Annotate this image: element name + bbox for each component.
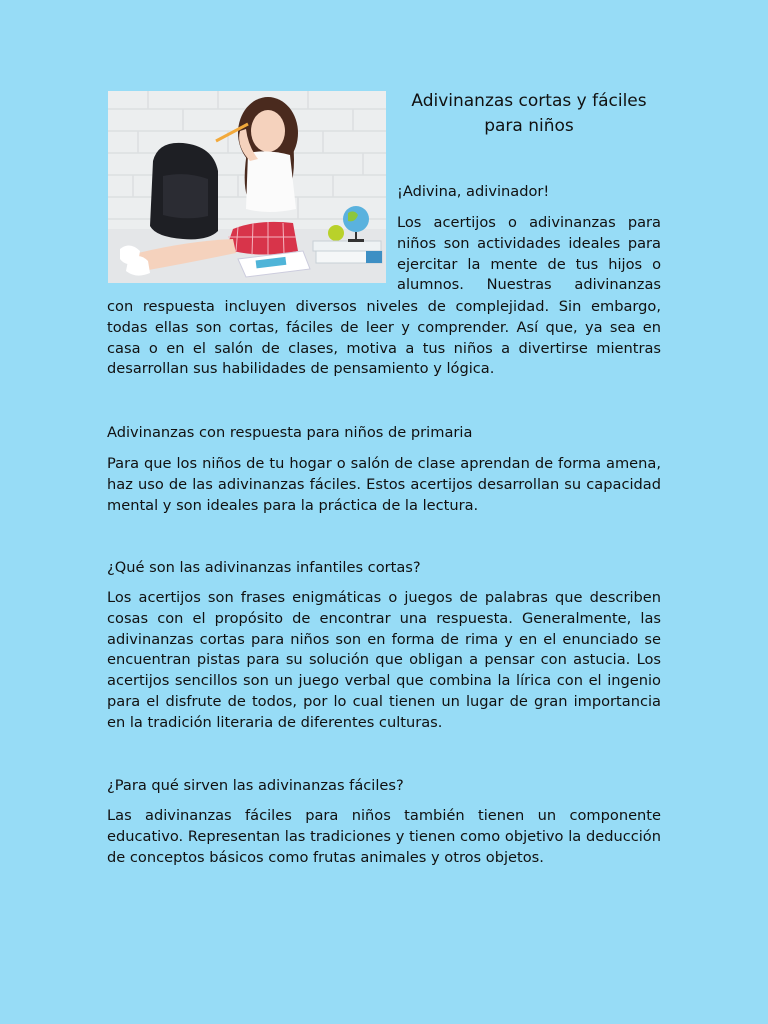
intro-line: Los acertijos o adivinanzas para xyxy=(397,214,661,231)
greeting-line: ¡Adivina, adivinador! xyxy=(397,183,550,200)
intro-line: ejercitar la mente de tus hijos o xyxy=(397,255,661,273)
section-heading: ¿Qué son las adivinanzas infantiles cortas? xyxy=(107,559,421,576)
intro-side-paragraph xyxy=(397,213,661,296)
article-title: Adivinanzas cortas y fáciles para niños xyxy=(411,91,647,136)
intro-paragraph: con respuesta incluyen diversos niveles de complejidad. Sin embargo, todas ellas son cortas, fáciles de leer y comprender. Así que, ya sea en casa o en el salón de clases, motiva a tus niños a divertirse mientras desarrollan sus habilidades de pensamiento y lógica. xyxy=(107,298,661,378)
section-paragraph: Las adivinanzas fáciles para niños también tienen un componente educativo. Representan las tradiciones y tienen como objetivo la deducción de conceptos básicos como frutas animales y otros objetos. xyxy=(107,807,661,866)
section-paragraph: Los acertijos son frases enigmáticas o juegos de palabras que describen cosas con el propósito de encontrar una respuesta. Generalmente, las adivinanzas cortas para niños son en forma de rima y en el enunciado se encuentran pistas para su solución que obligan a pensar con astucia. Los acertijos sencillos son un juego verbal que combina la lírica con el ingenio para el disfrute de todos, por lo cual tienen un lugar de gran importancia en la tradición literaria de diferentes culturas. xyxy=(107,589,661,731)
intro-line: alumnos. Nuestras adivinanzas xyxy=(397,276,661,294)
intro-line: niños son actividades ideales para xyxy=(397,234,661,252)
section-paragraph: Para que los niños de tu hogar o salón de clase aprendan de forma amena, haz uso de las adivinanzas fáciles. Estos acertijos desarrollan su capacidad mental y son ideales para la práctica de la lectura. xyxy=(107,455,661,514)
section-heading: Adivinanzas con respuesta para niños de primaria xyxy=(107,424,473,441)
section-heading: ¿Para qué sirven las adivinanzas fáciles? xyxy=(107,777,404,794)
girl-thinking-photo xyxy=(108,91,386,283)
